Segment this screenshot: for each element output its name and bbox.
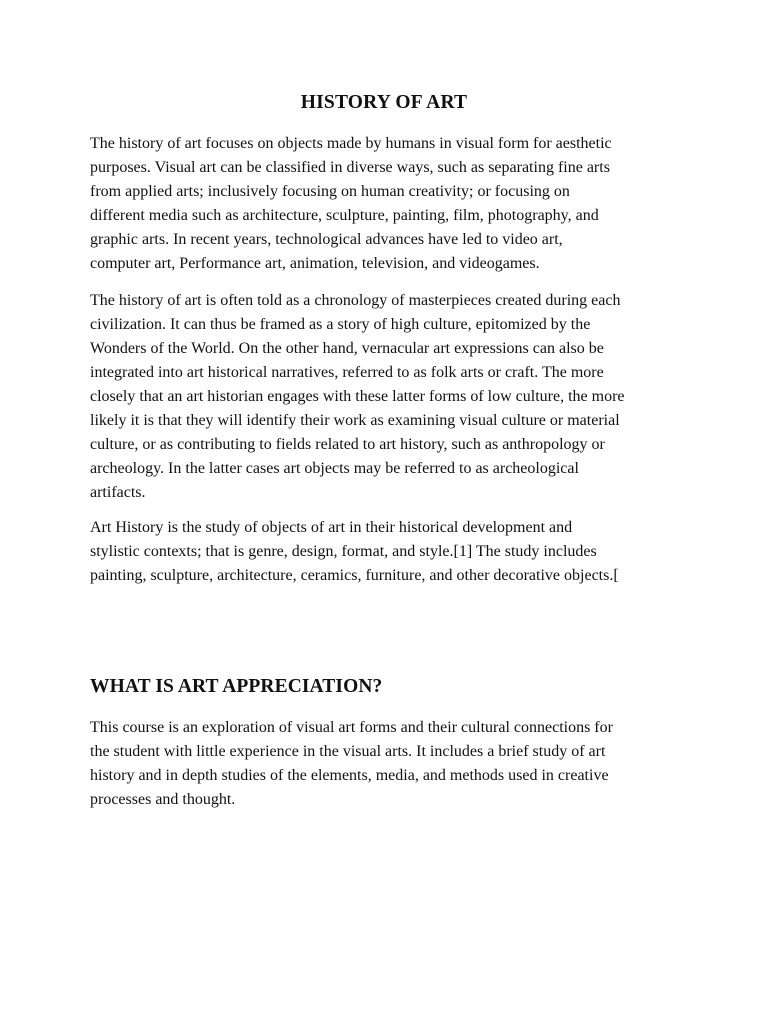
text-line: processes and thought. [90,791,236,808]
text-line: integrated into art historical narratives, referred to as folk arts or craft. The more [90,364,604,381]
text-line: the student with little experience in the visual arts. It includes a brief study of art [90,743,606,760]
text-line: This course is an exploration of visual art forms and their cultural connections for [90,719,613,736]
text-line: from applied arts; inclusively focusing on human creativity; or focusing on [90,183,570,200]
paragraph-chronology [90,289,680,505]
page-title: HISTORY OF ART [300,92,468,113]
text-line: Wonders of the World. On the other hand, vernacular art expressions can also be [90,340,604,357]
text-line: artifacts. [90,484,146,501]
text-line: archeology. In the latter cases art objects may be referred to as archeological [90,460,579,477]
text-line: The history of art is often told as a chronology of masterpieces created during each [90,292,621,309]
text-line: purposes. Visual art can be classified in diverse ways, such as separating fine arts [90,159,610,176]
text-line: closely that an art historian engages with these latter forms of low culture, the more [90,388,625,405]
text-line: civilization. It can thus be framed as a story of high culture, epitomized by the [90,316,591,333]
section-heading: WHAT IS ART APPRECIATION? [90,676,383,697]
text-line: different media such as architecture, sculpture, painting, film, photography, and [90,207,599,224]
text-line: painting, sculpture, architecture, ceramics, furniture, and other decorative objects.[ [90,567,619,584]
text-line: history and in depth studies of the elements, media, and methods used in creative [90,767,609,784]
text-line: likely it is that they will identify their work as examining visual culture or material [90,412,620,429]
text-line: The history of art focuses on objects made by humans in visual form for aesthetic [90,135,612,152]
paragraph-art-appreciation [90,716,680,812]
text-line: computer art, Performance art, animation, television, and videogames. [90,255,540,272]
paragraph-history-intro [90,132,680,276]
paragraph-art-history-definition [90,516,680,588]
text-line: graphic arts. In recent years, technological advances have led to video art, [90,231,563,248]
text-line: Art History is the study of objects of art in their historical development and [90,519,573,536]
text-line: stylistic contexts; that is genre, design, format, and style.[1] The study includes [90,543,597,560]
text-line: culture, or as contributing to fields related to art history, such as anthropology or [90,436,605,453]
